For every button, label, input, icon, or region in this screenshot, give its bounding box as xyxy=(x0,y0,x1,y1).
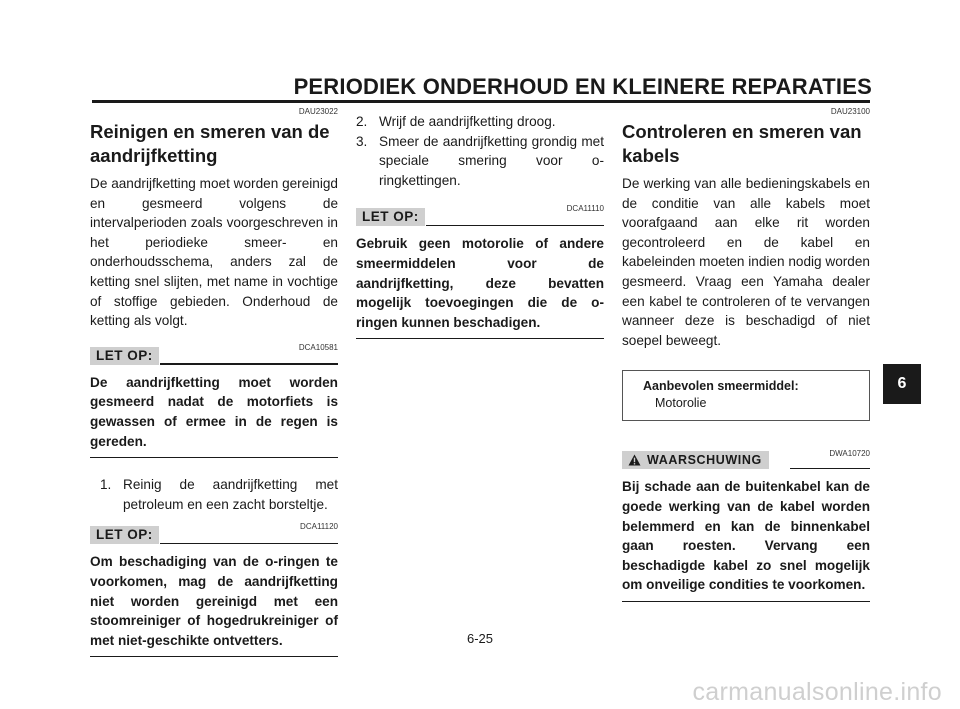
section-title: Reinigen en smeren van de aandrijfketting xyxy=(90,121,330,166)
lubricant-title: Aanbevolen smeermiddel: xyxy=(643,379,799,394)
caution-rule xyxy=(426,225,604,226)
caution-text: De aandrijfketting moet worden gesmeerd nadat de motorfiets is gewassen of ermee in de regen is gereden. xyxy=(90,373,338,458)
list-item xyxy=(356,132,604,191)
caution-label: LET OP: xyxy=(90,347,159,365)
caution-text: Om beschadiging van de o-ringen te voorkomen, mag de aandrijfketting niet worden gereinigd met een stoomreiniger of hogedrukreiniger of met niet-geschikte ontvetters. xyxy=(90,552,338,657)
warning-rule xyxy=(790,468,870,469)
section-paragraph: De aandrijfketting moet worden gereinigd en gesmeerd volgens de intervalperioden zoals voorgeschreven in het periodieke smeer- en onderhoudsschema, anders zal de ketting snel slijten, met name in vochtige of stoffige gebieden. Onderhoud de ketting als volgt. xyxy=(90,176,338,329)
lubricant-value: Motorolie xyxy=(655,396,707,411)
list-item xyxy=(100,475,338,514)
step-text: Smeer de aandrijfketting grondig met speciale smering voor o-ringkettingen. xyxy=(379,133,604,188)
step-text: Wrijf de aandrijfketting droog. xyxy=(379,114,556,129)
list-item xyxy=(356,112,604,132)
header-rule xyxy=(92,100,870,103)
warning-label: WAARSCHUWING xyxy=(647,453,762,468)
caution-label: LET OP: xyxy=(356,208,425,226)
section-code: DAU23100 xyxy=(830,107,870,116)
section-title: Controleren en smeren van kabels xyxy=(622,121,862,166)
caution-header xyxy=(90,343,338,365)
page-number: 6-25 xyxy=(466,631,494,646)
caution-code: DCA11120 xyxy=(300,522,338,532)
middle-column xyxy=(356,112,604,339)
caution-rule xyxy=(160,363,338,364)
caution-code: DCA11110 xyxy=(566,204,604,214)
step-number: 3. xyxy=(356,133,368,149)
chapter-tab: 6 xyxy=(883,364,921,404)
section-code: DAU23022 xyxy=(298,107,338,116)
warning-label-box xyxy=(622,451,769,469)
section-paragraph: De werking van alle bedieningskabels en de conditie van alle kabels moet voorafgaand aan elke rit worden gecontroleerd en de kabel en kabeleinden moeten indien nodig worden gesmeerd. Vraag een Yamaha dealer een kabel te controleren of te vervangen wanneer deze is beschadigd of niet soepel beweegt. xyxy=(622,176,870,348)
step-number: 1. xyxy=(100,477,112,493)
caution-code: DCA10581 xyxy=(298,342,338,352)
caution-rule xyxy=(160,543,338,544)
steps-list xyxy=(356,112,604,190)
left-column xyxy=(90,107,338,657)
steps-list xyxy=(90,475,338,514)
caution-header xyxy=(90,522,338,544)
right-column xyxy=(622,107,870,602)
step-text: Reinig de aandrijfketting met petroleum en een zacht borsteltje. xyxy=(123,477,338,512)
lubricant-box xyxy=(622,370,870,421)
caution-header xyxy=(356,204,604,226)
warning-code: DWA10720 xyxy=(829,449,870,459)
caution-label: LET OP: xyxy=(90,526,159,544)
warning-triangle-icon xyxy=(628,454,641,466)
step-number: 2. xyxy=(356,114,368,129)
warning-text: Bij schade aan de buitenkabel kan de goede werking van de kabel worden belemmerd en kan de binnenkabel gaan roesten. Vervang een beschadigde kabel zo snel mogelijk om onveilige condities te voorkomen. xyxy=(622,477,870,602)
caution-text: Gebruik geen motorolie of andere smeermiddelen voor de aandrijfketting, deze bevatten mogelijk toevoegingen die de o-ringen kunnen beschadigen. xyxy=(356,234,604,339)
watermark: carmanualsonline.info xyxy=(692,678,942,706)
page-header-title: PERIODIEK ONDERHOUD EN KLEINERE REPARATIES xyxy=(293,74,872,99)
warning-header xyxy=(622,449,870,469)
